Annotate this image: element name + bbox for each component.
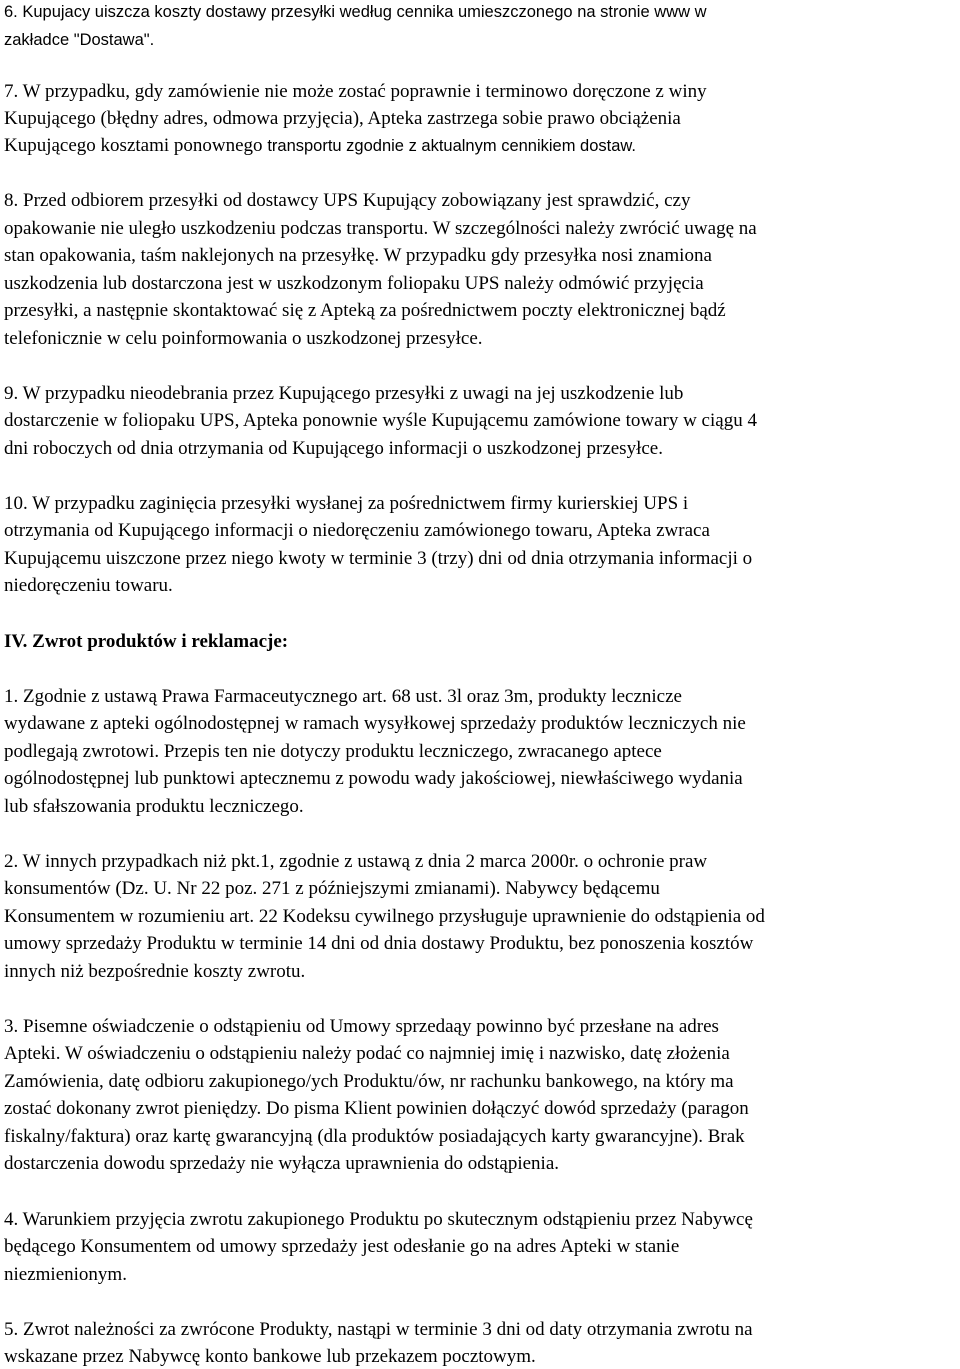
return-item-2-line-1: 2. W innych przypadkach niż pkt.1, zgodnie z ustawą z dnia 2 marca 2000r. o ochronie praw (4, 851, 708, 872)
return-item-5-line-2: wskazane przez Nabywcę konto bankowe lub przekazem pocztowym. (4, 1346, 536, 1367)
return-item-2-line-4: umowy sprzedaży Produktu w terminie 14 dni od dnia dostawy Produktu, bez ponoszenia kosztów (4, 933, 754, 954)
return-item-3-line-6: dostarczenia dowodu sprzedaży nie wyłącza uprawnienia do odstąpienia. (4, 1153, 559, 1174)
paragraph-7-line-3 (4, 134, 636, 158)
paragraph-10-line-1: 10. W przypadku zaginięcia przesyłki wysłanej za pośrednictwem firmy kurierskiej UPS i (4, 493, 689, 514)
return-item-3-line-3: Zamówienia, datę odbioru zakupionego/ych Produktu/ów, nr rachunku bankowego, na który ma (4, 1071, 734, 1092)
paragraph-7-line-3-serif: Kupującego kosztami ponownego (4, 135, 268, 156)
return-item-1-line-5: lub sfałszowania produktu leczniczego. (4, 796, 304, 817)
return-item-1-line-1: 1. Zgodnie z ustawą Prawa Farmaceutycznego art. 68 ust. 3l oraz 3m, produkty lecznicze (4, 686, 682, 707)
paragraph-8-line-1: 8. Przed odbiorem przesyłki od dostawcy UPS Kupujący zobowiązany jest sprawdzić, czy (4, 190, 691, 211)
paragraph-7-line-2: Kupującego (błędny adres, odmowa przyjęcia), Apteka zastrzega sobie prawo obciążenia (4, 108, 681, 129)
paragraph-9-line-2: dostarczenie w foliopaku UPS, Apteka ponownie wyśle Kupującemu zamówione towary w ciągu 4 (4, 410, 757, 431)
paragraph-9-line-3: dni roboczych od dnia otrzymania od Kupującego informacji o uszkodzonej przesyłce. (4, 438, 663, 459)
return-item-1-line-4: ogólnodostępnej lub punktowi aptecznemu z powodu wady jakościowej, niewłaściwego wydania (4, 768, 743, 789)
paragraph-8-line-6: telefonicznie w celu poinformowania o uszkodzonej przesyłce. (4, 328, 483, 349)
return-item-2-line-2: konsumentów (Dz. U. Nr 22 poz. 271 z późniejszymi zmianami). Nabywcy będącemu (4, 878, 660, 899)
paragraph-10-line-3: Kupującemu uiszczone przez niego kwoty w terminie 3 (trzy) dni od dnia otrzymania informacji o (4, 548, 753, 569)
return-item-3-line-5: fiskalny/faktura) oraz kartę gwarancyjną (dla produktów posiadających karty gwarancyjne). Brak (4, 1126, 745, 1147)
return-item-3-line-2: Apteki. W oświadczeniu o odstąpieniu należy podać co najmniej imię i nazwisko, datę złożenia (4, 1043, 730, 1064)
return-item-4-line-2: będącego Konsumentem od umowy sprzedaży jest odesłanie go na adres Apteki w stanie (4, 1236, 680, 1257)
paragraph-8-line-2: opakowanie nie uległo uszkodzeniu podczas transportu. W szczególności należy zwrócić uwagę na (4, 218, 757, 239)
section-heading: IV. Zwrot produktów i reklamacje: (4, 631, 289, 652)
return-item-3-line-1: 3. Pisemne oświadczenie o odstąpieniu od Umowy sprzedaąy powinno być przesłane na adres (4, 1016, 719, 1037)
paragraph-8-line-3: stan opakowania, taśm naklejonych na przesyłkę. W przypadku gdy przesyłka nosi znamiona (4, 245, 712, 266)
return-item-3-line-4: zostać dokonany zwrot pieniędzy. Do pisma Klient powinien dołączyć dowód sprzedaży (paragon (4, 1098, 749, 1119)
paragraph-9-line-1: 9. W przypadku nieodebrania przez Kupującego przesyłki z uwagi na jej uszkodzenie lub (4, 383, 684, 404)
paragraph-8-line-4: uszkodzenia lub dostarczona jest w uszkodzonym foliopaku UPS należy odmówić przyjęcia (4, 273, 704, 294)
return-item-2-line-5: innych niż bezpośrednie koszty zwrotu. (4, 961, 306, 982)
return-item-4-line-3: niezmienionym. (4, 1264, 127, 1285)
paragraph-8-line-5: przesyłki, a następnie skontaktować się z Apteką za pośrednictwem poczty elektronicznej bądź (4, 300, 726, 321)
paragraph-10-line-4: niedoręczeniu towaru. (4, 575, 173, 596)
return-item-4-line-1: 4. Warunkiem przyjęcia zwrotu zakupionego Produktu po skutecznym odstąpieniu przez Nabywcę (4, 1209, 753, 1230)
paragraph-7-line-3-sans: transportu zgodnie z aktualnym cennikiem dostaw. (267, 137, 637, 155)
paragraph-6-line-1: 6. Kupujacy uiszcza koszty dostawy przesyłki według cennika umieszczonego na stronie www w (4, 3, 707, 21)
return-item-2-line-3: Konsumentem w rozumieniu art. 22 Kodeksu cywilnego przysługuje uprawnienie do odstąpienia od (4, 906, 765, 927)
return-item-1-line-2: wydawane z apteki ogólnodostępnej w ramach wysyłkowej sprzedaży produktów leczniczych nie (4, 713, 746, 734)
paragraph-7-line-1: 7. W przypadku, gdy zamówienie nie może zostać poprawnie i terminowo doręczone z winy (4, 81, 707, 102)
return-item-5-line-1: 5. Zwrot należności za zwrócone Produkty, nastąpi w terminie 3 dni od daty otrzymania zwrotu na (4, 1319, 753, 1340)
return-item-1-line-3: podlegają zwrotowi. Przepis ten nie dotyczy produktu leczniczego, zwracanego aptece (4, 741, 662, 762)
paragraph-10-line-2: otrzymania od Kupującego informacji o niedoręczeniu zamówionego towaru, Apteka zwraca (4, 520, 710, 541)
paragraph-6-line-2: zakładce "Dostawa". (4, 31, 155, 49)
